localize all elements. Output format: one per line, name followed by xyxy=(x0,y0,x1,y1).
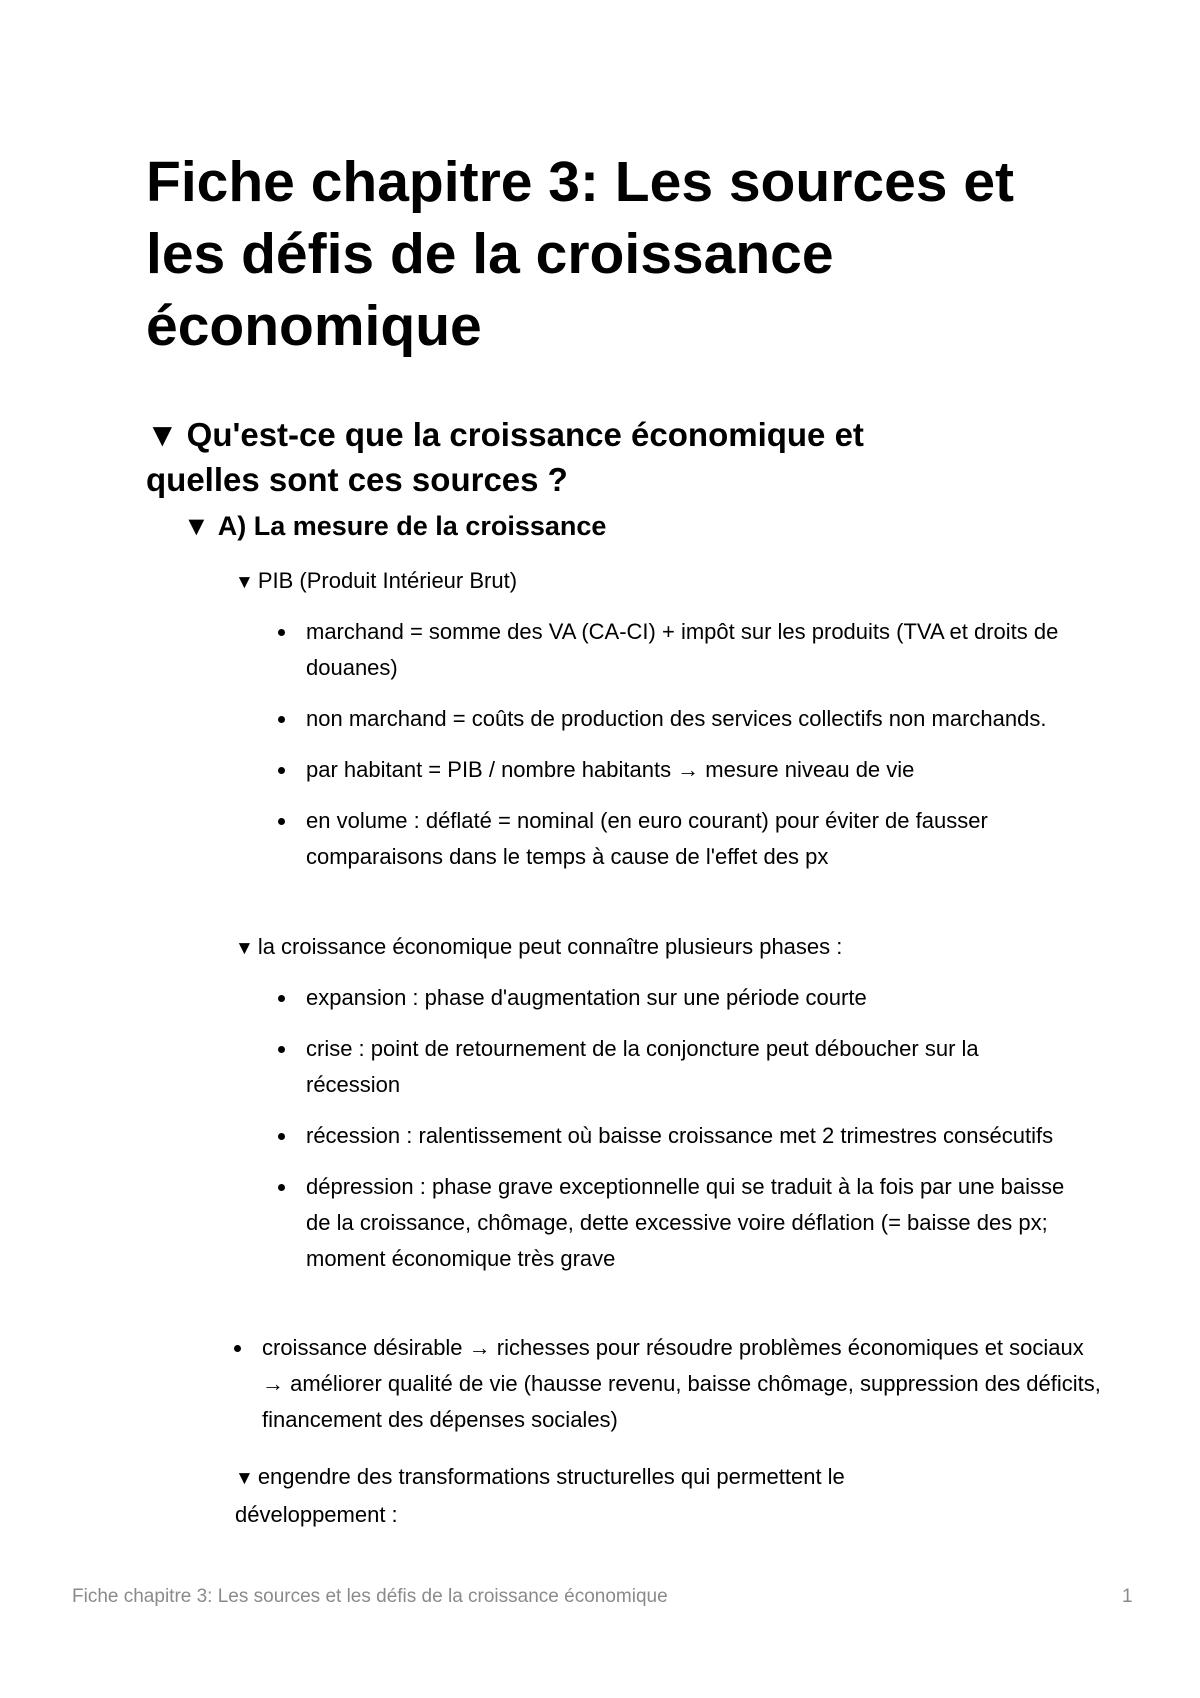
list-item: en volume : déflaté = nominal (en euro courant) pour éviter de fausser comparaisons dans le temps à cause de l'effet des px xyxy=(276,803,1076,875)
desirable-growth-bullet: croissance désirable → richesses pour résoudre problèmes économiques et sociaux → améliorer qualité de vie (hausse revenu, baisse chômage, suppression des déficits, financement des dépenses sociales) xyxy=(232,1330,1102,1438)
toggle-triangle-icon[interactable]: ▼ xyxy=(183,511,210,541)
toggle-label: engendre des transformations structurelles qui permettent le développement : xyxy=(235,1464,845,1527)
list-item: crise : point de retournement de la conjoncture peut déboucher sur la récession xyxy=(276,1031,1076,1103)
toggle-triangle-icon[interactable]: ▼ xyxy=(235,572,254,593)
toggle-transformations[interactable] xyxy=(235,1459,995,1533)
list-item: non marchand = coûts de production des services collectifs non marchands. xyxy=(276,701,1076,737)
subsection-heading-mesure[interactable] xyxy=(183,508,606,544)
list-item: par habitant = PIB / nombre habitants → mesure niveau de vie xyxy=(276,752,1076,788)
list-item: récession : ralentissement où baisse croissance met 2 trimestres consécutifs xyxy=(276,1118,1076,1154)
footer-title: Fiche chapitre 3: Les sources et les défis de la croissance économique xyxy=(72,1586,668,1607)
list-item: expansion : phase d'augmentation sur une période courte xyxy=(276,980,1076,1016)
toggle-pib[interactable] xyxy=(235,563,517,601)
toggle-label: PIB (Produit Intérieur Brut) xyxy=(257,568,518,593)
toggle-label: la croissance économique peut connaître plusieurs phases : xyxy=(257,934,843,959)
toggle-triangle-icon[interactable]: ▼ xyxy=(235,1468,254,1489)
pib-bullet-list xyxy=(276,614,1076,890)
list-item: dépression : phase grave exceptionnelle qui se traduit à la fois par une baisse de la croissance, chômage, dette excessive voire déflation (= baisse des px; moment économique très grave xyxy=(276,1169,1076,1277)
toggle-triangle-icon[interactable]: ▼ xyxy=(146,416,179,453)
toggle-triangle-icon[interactable]: ▼ xyxy=(235,938,254,959)
list-item: marchand = somme des VA (CA-CI) + impôt sur les produits (TVA et droits de douanes) xyxy=(276,614,1076,686)
section-heading-text: Qu'est-ce que la croissance économique et quelles sont ces sources ? xyxy=(146,416,864,498)
subsection-heading-text: A) La mesure de la croissance xyxy=(217,511,607,541)
footer-page-number: 1 xyxy=(1122,1586,1133,1607)
page-title: Fiche chapitre 3: Les sources et les défis de la croissance économique xyxy=(146,150,1014,358)
section-heading-sources[interactable] xyxy=(146,412,986,502)
toggle-phases[interactable] xyxy=(235,929,842,967)
phases-bullet-list xyxy=(276,980,1076,1292)
